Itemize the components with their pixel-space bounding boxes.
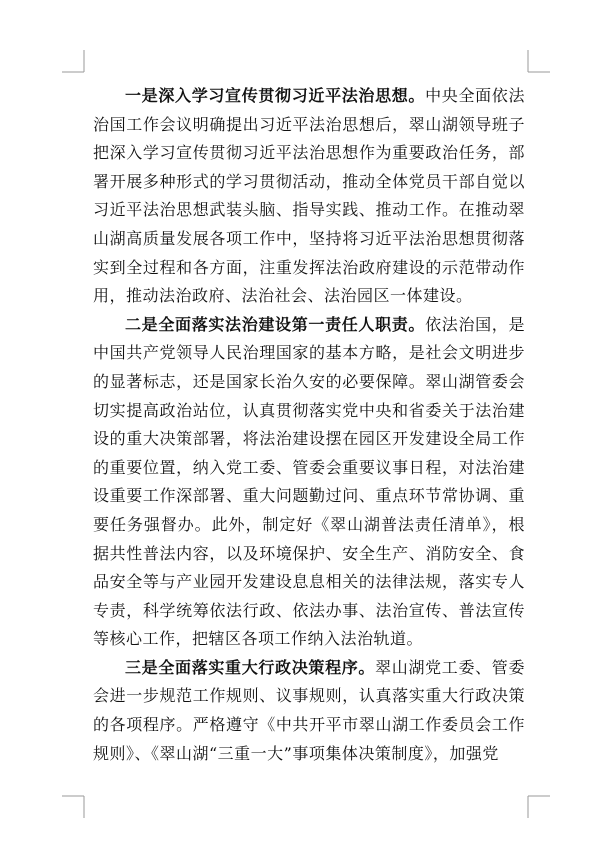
paragraph-2-lead: 二是全面落实法治建设第一责任人职责。 xyxy=(125,314,426,334)
paragraph-3-lead: 三是全面落实重大行政决策程序。 xyxy=(125,657,376,677)
paragraph-2 xyxy=(93,311,525,654)
paragraph-1-lead: 一是深入学习宣传贯彻习近平法治思想。 xyxy=(125,86,426,105)
paragraph-3-body: 翠山湖党工委、管委会进一步规范工作规则、议事规则，认真落实重大行政决策的各项程序。严格遵守《中共开平市翠山湖工作委员会工作规则》、《翠山湖“三重一大”事项集体决策制度》，加强党 xyxy=(93,657,525,763)
paragraph-1 xyxy=(93,82,525,311)
crop-mark-top-right xyxy=(528,50,550,72)
paragraph-3 xyxy=(93,654,525,768)
paragraph-2-body: 依法治国，是中国共产党领导人民治理国家的基本方略，是社会文明进步的显著标志，还是国家长治久安的必要保障。翠山湖管委会切实提高政治站位，认真贯彻落实党中央和省委关于法治建设的重大决策部署，将法治建设摆在园区开发建设全局工作的重要位置，纳入党工委、管委会重要议事日程，对法治建设重要工作深部署、重大问题勤过问、重点环节常协调、重要任务强督办。此外，制定好《翠山湖普法责任清单》，根据共性普法内容，以及环境保护、安全生产、消防安全、食品安全等与产业园开发建设息息相关的法律法规，落实专人专责，科学统筹依法行政、依法办事、法治宣传、普法宣传等核心工作，把辖区各项工作纳入法治轨道。 xyxy=(93,314,525,649)
document-body xyxy=(93,82,525,768)
paragraph-1-body: 中央全面依法治国工作会议明确提出习近平法治思想后，翠山湖领导班子把深入学习宣传贯彻习近平法治思想作为重要政治任务，部署开展多种形式的学习贯彻活动，推动全体党员干部自觉以习近平法治思想武装头脑、指导实践、推动工作。在推动翠山湖高质量发展各项工作中，坚持将习近平法治思想贯彻落实到全过程和各方面，注重发挥法治政府建设的示范带动作用，推动法治政府、法治社会、法治园区一体建设。 xyxy=(93,86,525,306)
crop-mark-bottom-left xyxy=(62,796,84,818)
crop-mark-bottom-right xyxy=(528,796,550,818)
crop-mark-top-left xyxy=(62,50,84,72)
